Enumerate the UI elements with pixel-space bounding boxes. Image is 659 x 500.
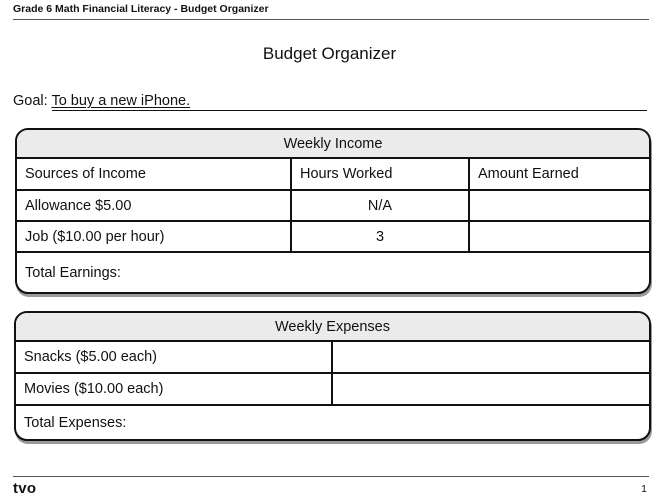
expense-item-cell: Snacks ($5.00 each) [16, 341, 332, 373]
document-header: Grade 6 Math Financial Literacy - Budget Organizer [13, 3, 269, 15]
table-row [17, 190, 649, 221]
tvo-logo: tvo [13, 480, 37, 497]
income-header-amount: Amount Earned [469, 158, 649, 190]
expense-value-cell[interactable] [332, 341, 649, 373]
income-header-sources: Sources of Income [17, 158, 291, 190]
income-hours-cell: 3 [291, 221, 469, 252]
goal-label: Goal: [13, 93, 48, 109]
footer-divider [13, 476, 649, 477]
income-title: Weekly Income [17, 130, 649, 158]
goal-underline [52, 110, 647, 111]
page-title: Budget Organizer [262, 44, 397, 63]
income-source-cell: Allowance $5.00 [17, 190, 291, 221]
page-number: 1 [641, 483, 647, 495]
weekly-income-table [15, 128, 651, 294]
table-row [16, 341, 649, 373]
expense-item-cell: Movies ($10.00 each) [16, 373, 332, 405]
income-amount-cell[interactable] [469, 221, 649, 252]
header-divider [13, 19, 649, 20]
income-hours-cell: N/A [291, 190, 469, 221]
income-amount-cell[interactable] [469, 190, 649, 221]
goal-line [13, 93, 190, 109]
table-row [16, 373, 649, 405]
income-header-hours: Hours Worked [291, 158, 469, 190]
total-earnings-label: Total Earnings: [25, 264, 121, 281]
expense-value-cell[interactable] [332, 373, 649, 405]
weekly-expenses-table [14, 311, 651, 441]
expenses-title: Weekly Expenses [16, 313, 649, 341]
income-source-cell: Job ($10.00 per hour) [17, 221, 291, 252]
table-row [17, 221, 649, 252]
goal-value: To buy a new iPhone. [51, 93, 191, 109]
total-expenses-label: Total Expenses: [24, 414, 127, 431]
